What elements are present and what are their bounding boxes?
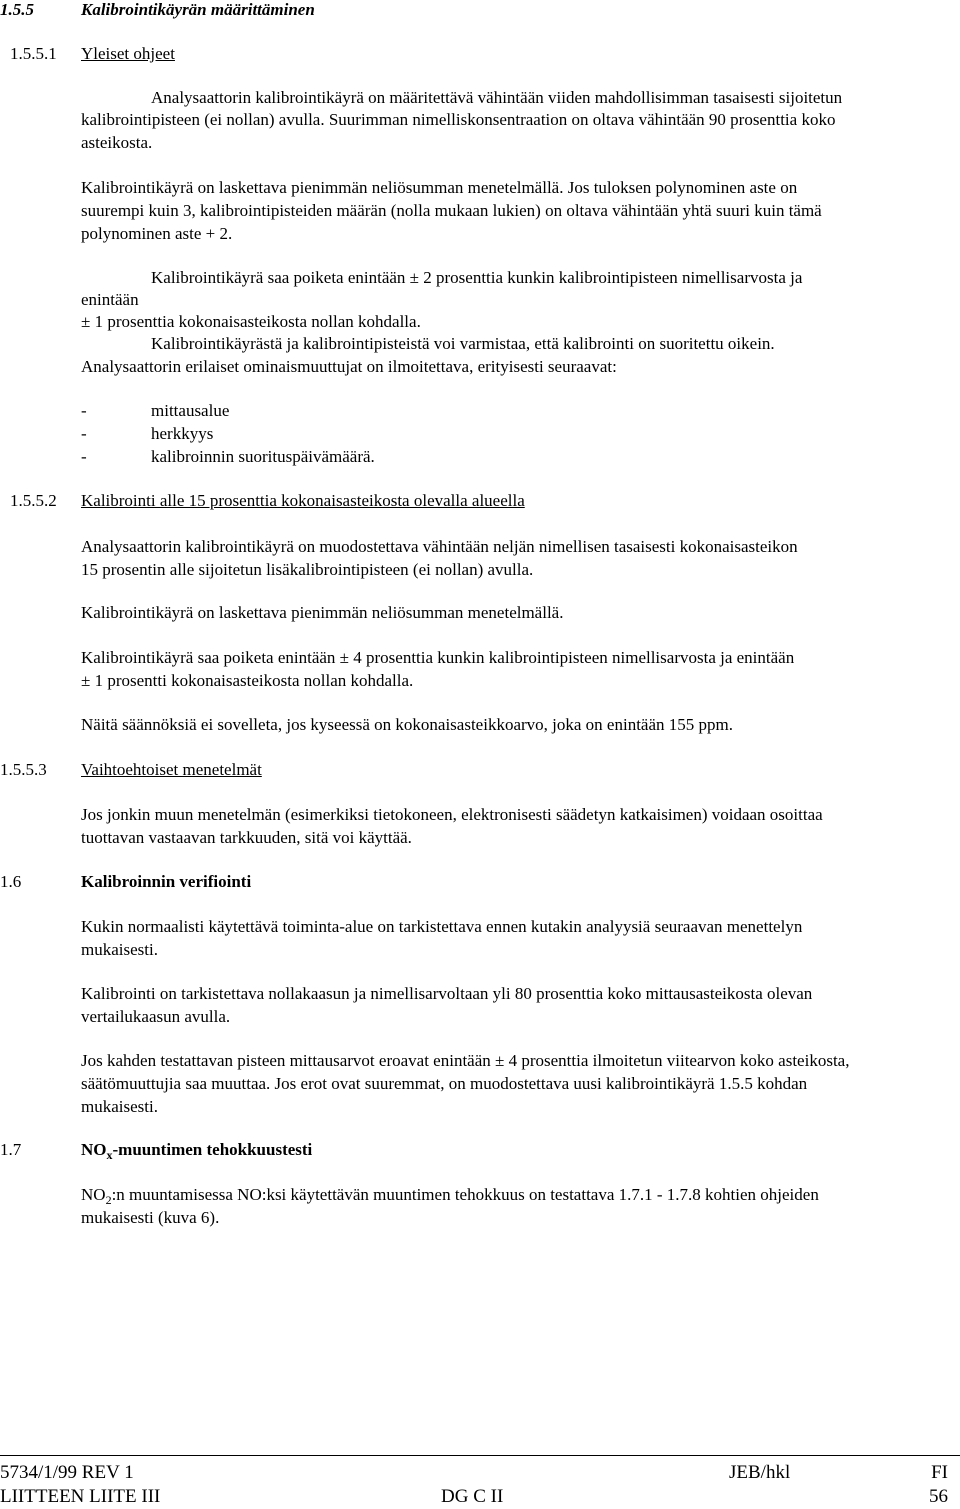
paragraph-line: Kalibrointikäyrä saa poiketa enintään ± 4 prosenttia kunkin kalibrointipisteen nimellisarvosta ja enintään — [81, 648, 795, 667]
list-item-dash: - — [81, 401, 87, 420]
paragraph-line: asteikosta. — [81, 133, 153, 152]
section-title-1-5-5: Kalibrointikäyrän määrittäminen — [81, 0, 315, 19]
paragraph-line: Näitä säännöksiä ei sovelleta, jos kyseessä on kokonaisasteikkoarvo, joka on enintään 155 ppm. — [81, 715, 733, 734]
paragraph-line: Kalibrointikäyrä on laskettava pienimmän neliösumman menetelmällä. — [81, 603, 564, 622]
paragraph-line: suurempi kuin 3, kalibrointipisteiden määrän (nolla mukaan lukien) on oltava vähintään yhtä suuri kuin tämä — [81, 201, 822, 220]
paragraph-line: mukaisesti. — [81, 1097, 158, 1116]
list-item: kalibroinnin suorituspäivämäärä. — [151, 447, 375, 466]
footer-annex: LIITTEEN LIITE III — [0, 1486, 161, 1507]
footer-page-number: 56 — [929, 1486, 948, 1507]
paragraph-line: Jos jonkin muun menetelmän (esimerkiksi tietokoneen, elektronisesti säädetyn katkaisimen) voidaan osoittaa — [81, 805, 823, 824]
section-number-1-5-5-2: 1.5.5.2 — [10, 491, 57, 510]
paragraph-line: Jos kahden testattavan pisteen mittausarvot eroavat enintään ± 4 prosenttia ilmoitetun viitearvon koko asteikosta, — [81, 1051, 850, 1070]
paragraph-line: polynominen aste + 2. — [81, 224, 233, 243]
list-item: mittausalue — [151, 401, 230, 420]
footer-doc-ref: 5734/1/99 REV 1 — [0, 1462, 134, 1483]
paragraph-line: Kalibrointikäyrä on laskettava pienimmän neliösumman menetelmällä. Jos tuloksen polynominen aste on — [81, 178, 798, 197]
paragraph-line: säätömuuttujia saa muuttaa. Jos erot ovat suuremmat, on muodostettava uusi kalibrointikäyrä 1.5.5 kohdan — [81, 1074, 808, 1093]
paragraph-line: Analysaattorin erilaiset ominaismuuttujat on ilmoitettava, erityisesti seuraavat: — [81, 357, 617, 376]
paragraph-line: enintään — [81, 290, 139, 309]
paragraph-line: 15 prosentin alle sijoitetun lisäkalibrointipisteen (ei nollan) avulla. — [81, 560, 534, 579]
paragraph-line: Kukin normaalisti käytettävä toiminta-alue on tarkistettava ennen kutakin analyysiä seuraavan menettelyn — [81, 917, 803, 936]
list-item-dash: - — [81, 447, 87, 466]
paragraph-line: ± 1 prosenttia kokonaisasteikosta nollan kohdalla. — [81, 312, 421, 331]
section-title-1-5-5-1: Yleiset ohjeet — [81, 44, 175, 63]
section-number-1-6: 1.6 — [0, 872, 22, 891]
paragraph-line: Analysaattorin kalibrointikäyrä on muodostettava vähintään neljän nimellisen tasaisesti kokonaisasteikon — [81, 537, 798, 556]
paragraph-line: kalibrointipisteen (ei nollan) avulla. Suurimman nimelliskonsentraation on oltava vähintään 90 prosenttia koko — [81, 110, 836, 129]
paragraph-line: Analysaattorin kalibrointikäyrä on määritettävä vähintään viiden mahdollisimman tasaisesti sijoitetun — [151, 88, 843, 107]
section-number-1-7: 1.7 — [0, 1140, 22, 1159]
section-number-1-5-5-1: 1.5.5.1 — [10, 44, 57, 63]
section-number-1-5-5-3: 1.5.5.3 — [0, 760, 47, 779]
section-title-1-6: Kalibroinnin verifiointi — [81, 872, 252, 891]
paragraph-line: Kalibrointikäyrä saa poiketa enintään ± 2 prosenttia kunkin kalibrointipisteen nimellisarvosta ja — [151, 268, 803, 287]
paragraph-line: $NO_2:n$ muuntamisessa NO:ksi käytettävän muuntimen tehokkuus on testattava 1.7.1 - 1.7.8 kohtien ohjeiden — [81, 1185, 819, 1207]
footer-divider — [0, 1455, 960, 1456]
section-title-1-5-5-2: Kalibrointi alle 15 prosenttia kokonaisasteikosta olevalla alueella — [81, 491, 525, 510]
section-title-1-5-5-3: Vaihtoehtoiset menetelmät — [81, 760, 262, 779]
paragraph-line: Kalibrointi on tarkistettava nollakaasun ja nimellisarvoltaan yli 80 prosenttia koko mittausasteikosta olevan — [81, 984, 813, 1003]
footer-language: FI — [931, 1462, 948, 1483]
section-title-1-7: $NO_x$-muuntimen tehokkuustesti — [81, 1140, 313, 1162]
paragraph-line: Kalibrointikäyrästä ja kalibrointipisteistä voi varmistaa, että kalibrointi on suoritettu oikein. — [151, 334, 775, 353]
section-number-1-5-5: 1.5.5 — [0, 0, 34, 19]
footer-initials: JEB/hkl — [729, 1462, 791, 1483]
paragraph-line: ± 1 prosentti kokonaisasteikosta nollan kohdalla. — [81, 671, 414, 690]
paragraph-line: tuottavan vastaavan tarkkuuden, sitä voi käyttää. — [81, 828, 412, 847]
footer-dg: DG C II — [441, 1486, 504, 1507]
list-item-dash: - — [81, 424, 87, 443]
paragraph-line: mukaisesti. — [81, 940, 158, 959]
paragraph-line: vertailukaasun avulla. — [81, 1007, 231, 1026]
paragraph-line: mukaisesti (kuva 6). — [81, 1208, 220, 1227]
list-item: herkkyys — [151, 424, 214, 443]
